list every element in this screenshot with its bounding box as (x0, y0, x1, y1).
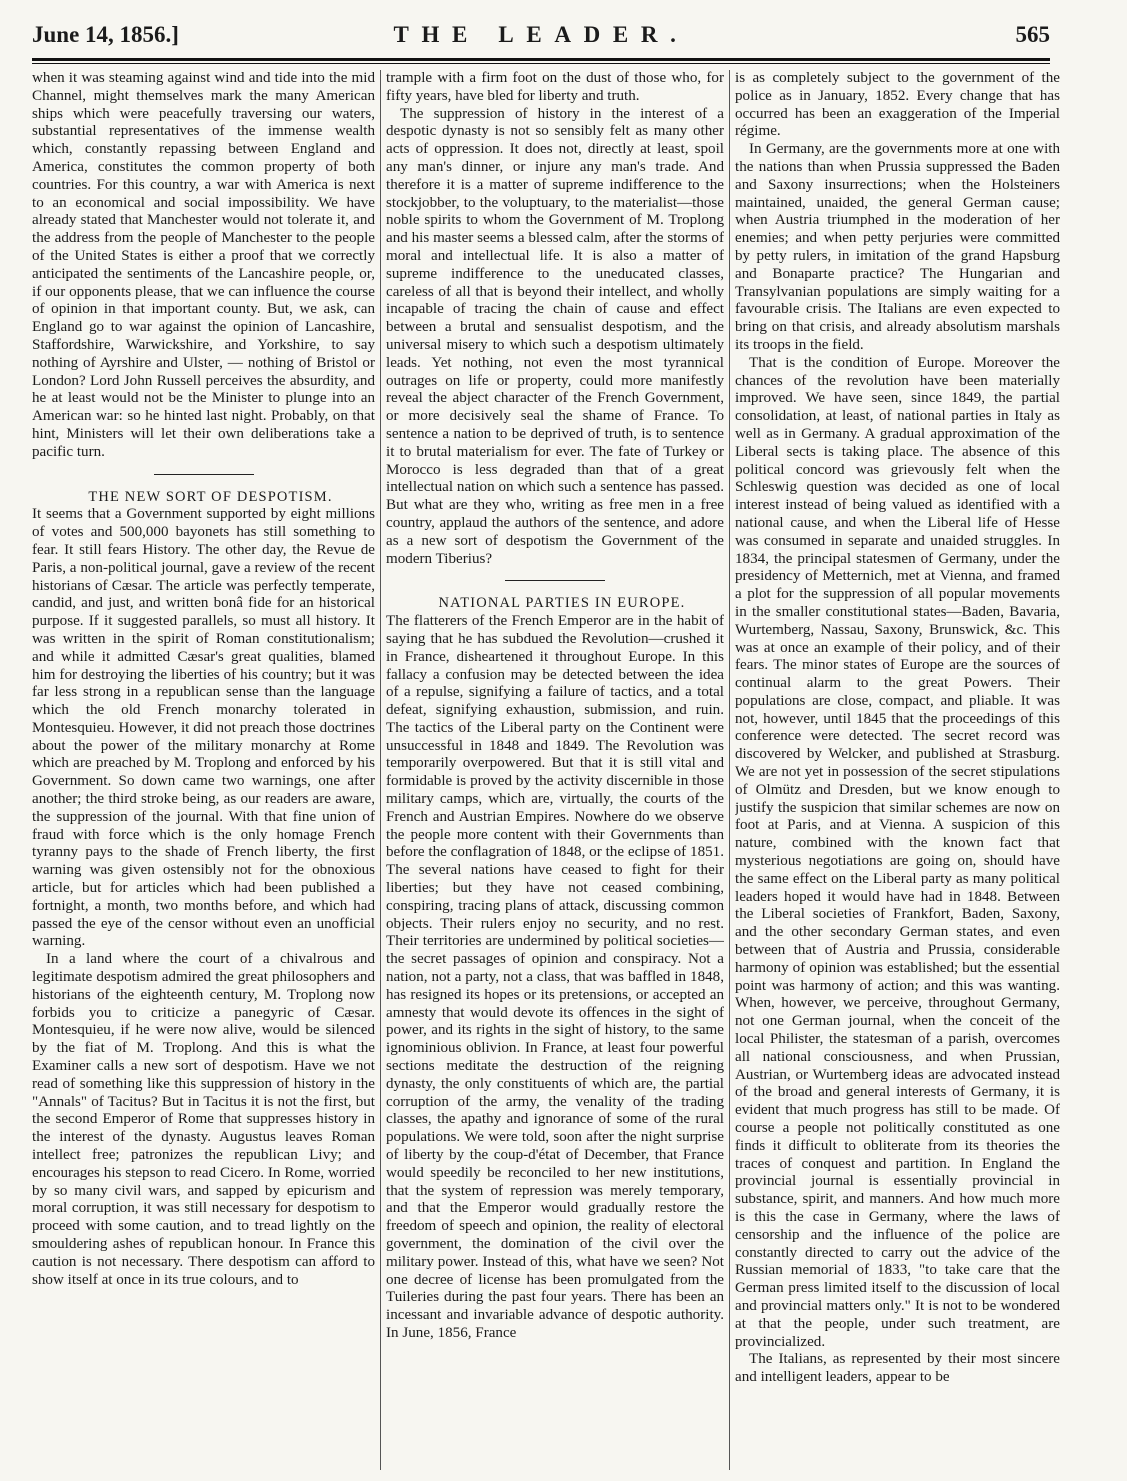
column-1 (32, 70, 375, 1470)
article-paragraph: It seems that a Government supported by eight millions of votes and 500,000 bayonets has still something to fear. It still fears History. The other day, the Revue de Paris, a non-political journal, gave a review of the recent historians of Cæsar. The article was perfectly temperate, candid, and just, and written bonâ fide for an historical purpose. If it suggested parallels, so must all history. It was written in the spirit of Roman constitutionalism; and while it admitted Cæsar's great qualities, blamed him for destroying the liberties of his country; but it was far less strong in a republican sense than the language which the old French monarchy tolerated in Montesquieu. However, it did not preach those doctrines about the power of the military monarchy at Rome which are preached by M. Troplong and enforced by his Government. So down came two warnings, one after another; the third stroke being, as our readers are aware, the suppression of the journal. With that fine union of fraud with force which is the only homage French tyranny pays to the shade of French liberty, the first warning was given ostensibly not for the obnoxious article, but for articles which had been published a fortnight, a month, two months before, and which had passed the eye of the censor without even an unofficial warning. (32, 506, 375, 950)
article-paragraph: when it was steaming against wind and tide into the mid Channel, might themselves mark the many American ships which were peacefully traversing our waters, substantial representatives of the immense wealth which, constantly repassing between England and America, constitutes the common property of both countries. For this country, a war with America is next to an economical and social impossibility. We have already stated that Manchester would not tolerate it, and the address from the people of Manchester to the people of the United States is either a proof that we correctly anticipated the sentiments of the Lancashire people, or, if our opponents please, that we can influence the course of opinion in that important county. But, we ask, can England go to war against the opinion of Lancashire, Staffordshire, Warwickshire, and Yorkshire, to say nothing of Ayrshire and Ulster, — nothing of Bristol or London? Lord John Russell perceives the absurdity, and he at least would not be the Minister to plunge into an American war: so he hinted last night. Probably, on that hint, Ministers will let their own deliberations take a pacific turn. (32, 70, 375, 460)
column-2 (386, 70, 724, 1470)
article-paragraph: trample with a firm foot on the dust of those who, for fifty years, have bled for liberty and truth. (386, 70, 724, 104)
article-paragraph: The Italians, as represented by their most sincere and intelligent leaders, appear to be (735, 1351, 1060, 1386)
article-headline: NATIONAL PARTIES IN EUROPE. (438, 595, 686, 612)
column-divider-1 (380, 70, 381, 1470)
article-paragraph: In a land where the court of a chivalrous and legitimate despotism admired the great philosophers and historians of the eighteenth century, M. Troplong now forbids you to criticize a panegyric of Cæsar. Montesquieu, if he were now alive, would be silenced by the fiat of M. Troplong. And this is what the Examiner calls a new sort of despotism. Have we not read of something like this suppression of history in the "Annals" of Tacitus? But in Tacitus it is not the first, but the second Emperor of Rome that suppresses history in the interest of the dynasty. Augustus leaves Roman intellect free; patronizes the republican Livy; and encourages his stepson to read Cicero. In Rome, worried by so many civil wars, and sapped by epicurism and moral corruption, it was still necessary for despotism to proceed with some caution, and to tread lightly on the smouldering ashes of republican honour. In France this caution is not necessary. There despotism can afford to show itself at once in its true colours, and to (32, 951, 375, 1288)
column-3 (735, 70, 1060, 1470)
page-number: 565 (1015, 22, 1050, 47)
header-rule (32, 58, 1050, 61)
article-paragraph: The flatterers of the French Emperor are in the habit of saying that he has subdued the Revolution—crushed it in France, disheartened it throughout Europe. In this fallacy a confusion may be detected between the idea of a repulse, signifying a failure of tactics, and a total defeat, signifying exhaustion, submission, and ruin. The tactics of the Liberal party on the Continent were unsuccessful in 1848 and 1849. The Revolution was temporarily overpowered. But that it is still vital and formidable is proved by the activity discernible in those military camps, which are, virtually, the courts of the French and Austrian Empires. Nowhere do we observe the people more content with their Governments than before the conflagration of 1848, or the eclipse of 1851. The several nations have ceased to fight for their liberties; but they have not ceased combining, conspiring, tracing plans of attack, discussing common objects. Their rulers enjoy no security, and no rest. Their territories are undermined by political societies—the secret passages of opinion and conspiracy. Not a nation, not a party, not a class, that was baffled in 1848, has resigned its hopes or its pretensions, or accepted an amnesty that would devote its offences in the sight of power, and its rights in the sight of history, to the same ignominious oblivion. In France, at least four powerful sections meditate the destruction of the reigning dynasty, the only constituents of which are, the partial corruption of the army, the venality of the trading classes, the apathy and ignorance of some of the rural populations. We were told, soon after the night surprise of liberty by the coup-d'état of December, that France would speedily be reconciled to her new institutions, that the system of repression was merely temporary, and that the Emperor would gradually restore the freedom of speech and opinion, the reality of electoral government, the domination of the civil over the military power. Instead of this, what have we seen? Not one decree of license has been promulgated from the Tuileries during the past four years. There has been an incessant and invariable advance of despotic authority. In June, 1856, France (386, 613, 724, 1341)
article-paragraph: The suppression of history in the interest of a despotic dynasty is not so sensibly felt as many other acts of oppression. It does not, directly at least, spoil any man's dinner, or injure any man's trade. And therefore it is a matter of supreme indifference to the stockjobber, to the voluptuary, to the materialist—those noble spirits to whom the Government of M. Troplong and his master seems a blessed calm, after the storms of moral and intellectual life. It is also a matter of supreme indifference to the uneducated classes, careless of all that is beyond their intellect, and wholly incapable of tracing the chain of cause and effect between a brutal and sensualist despotism, and the universal misery to which such a despotism ultimately leads. Yet nothing, not even the most tyrannical outrages on life or property, could more manifestly reveal the abject character of the French Government, or more decisively seal the shame of France. To sentence a nation to be deprived of truth, is to sentence it to brutal materialism for ever. The fate of Turkey or Morocco is less degraded than that of a great intellectual nation on which such a sentence has passed. But what are they who, writing as free men in a free country, applaud the authors of the sentence, and adore as a new sort of despotism the Government of the modern Tiberius? (386, 105, 724, 567)
article-paragraph: In Germany, are the governments more at one with the nations than when Prussia suppressed the Baden and Saxony insurrections; when the Holsteiners maintained, unaided, the general German cause; when Austria triumphed in the moderation of her enemies; and when petty perjuries were committed by petty rulers, in imitation of the grand Hapsburg and Bonaparte practice? The Hungarian and Transylvanian populations are simply waiting for a favourable crisis. The Italians are even expected to bring on that crisis, and already absolutism marshals its troops in the field. (735, 141, 1060, 353)
column-divider-2 (729, 70, 730, 1470)
section-divider (505, 580, 605, 581)
section-divider (154, 474, 254, 475)
issue-date: June 14, 1856.] (32, 22, 179, 47)
article-paragraph: That is the condition of Europe. Moreover the chances of the revolution have been materially improved. We have seen, since 1849, the partial consolidation, at least, of national parties in Italy as well as in Germany. A gradual approximation of the Liberal sects is taking place. The absence of this political concord was grievously felt when the Schleswig question was decided as one of local interest instead of being valued as identified with a national cause, and when the Liberal life of Hesse was consumed in separate and unaided struggles. In 1834, the principal statesmen of Germany, under the presidency of Metternich, met at Vienna, and framed a plot for the suppression of all popular movements in the smaller constitutional states—Baden, Bavaria, Wurtemberg, Nassau, Saxony, Brunswick, &c. This was at once an example of their policy, and of their fears. The minor states of Europe are the sources of continual alarm to the great Powers. Their populations are close, compact, and pliable. It was not, however, until 1845 that the proceedings of this conference were detected. The secret record was discovered by Welcker, and published at Strasburg. We are not yet in possession of the secret stipulations of Olmütz and Dresden, but we know enough to justify the suspicion that similar schemes are now on foot at Paris, and at Vienna. A suspicion of this nature, combined with the known fact that mysterious negotiations are going on, should have the same effect on the Liberal party as many political leaders hoped it would have had in 1848. Between the Liberal societies of Frankfort, Baden, Saxony, and the other secondary German states, and even between that of Austria and Prussia, considerable harmony of opinion was established; but the essential point was harmony of action; and this was wanting. When, however, we perceive, throughout Germany, not one German journal, when the conceit of the local Philister, the statesman of a parish, overcomes all national consciousness, and when Prussian, Austrian, or Wurtemberg ideas are advocated instead of the broad and general interests of Germany, it is evident that much progress has still to be made. Of course a people not politically constituted as one finds it difficult to obliterate from its theories the traces of conquest and partition. In England the provincial journal is essentially provincial in substance, spirit, and manners. And how much more is this the case in Germany, where the laws of censorship and the influence of the police are constantly directed to carry out the advice of the Russian memorial of 1833, "to take care that the German press limited itself to the discussion of local and provincial matters only." It is not to be wondered at that the people, under such treatment, are provincialized. (735, 354, 1060, 1350)
header-rule-thin (32, 63, 1050, 64)
article-headline: THE NEW SORT OF DESPOTISM. (88, 488, 333, 505)
page-header (32, 18, 1050, 58)
masthead-title: THE LEADER. (393, 22, 689, 47)
article-paragraph: is as completely subject to the government of the police as in January, 1852. Every change that has occurred has been an exaggeration of the Imperial régime. (735, 70, 1060, 140)
